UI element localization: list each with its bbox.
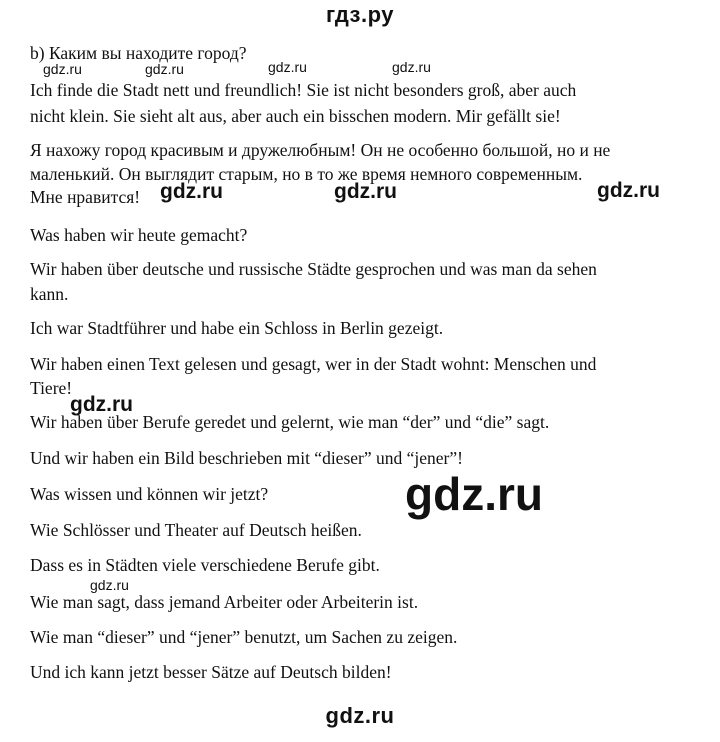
paragraph-line: Wir haben über deutsche und russische Städte gesprochen und was man da sehen — [30, 259, 597, 279]
watermark-small: gdz.ru — [90, 577, 129, 593]
paragraph-line: Ich war Stadtführer und habe ein Schloss in Berlin gezeigt. — [30, 318, 444, 338]
subheading: Was haben wir heute gemacht? — [30, 225, 248, 245]
paragraph-line: Wir haben über Berufe geredet und gelernt, wie man “der” und “die” sagt. — [30, 412, 550, 432]
translation-line: Я нахожу город красивым и дружелюбным! Он не особенно большой, но и не — [30, 140, 611, 160]
subheading: Was wissen und können wir jetzt? — [30, 484, 269, 504]
paragraph-line: Und wir haben ein Bild beschrieben mit “dieser” und “jener”! — [30, 448, 463, 468]
watermark-medium: gdz.ru — [597, 179, 660, 202]
paragraph-line: kann. — [30, 284, 69, 304]
paragraph-line: Und ich kann jetzt besser Sätze auf Deutsch bilden! — [30, 662, 392, 682]
translation-line: Мне нравится! — [30, 187, 141, 207]
section-heading: b) Каким вы находите город? — [30, 43, 247, 63]
footer-watermark: gdz.ru — [325, 703, 395, 728]
paragraph-line: Wie Schlösser und Theater auf Deutsch heißen. — [30, 520, 362, 540]
paragraph-line: Wie man sagt, dass jemand Arbeiter oder Arbeiterin ist. — [30, 592, 419, 612]
watermark-small: gdz.ru — [145, 61, 184, 77]
paragraph-line: Dass es in Städten viele verschiedene Berufe gibt. — [30, 555, 380, 575]
paragraph-line: Wir haben einen Text gelesen und gesagt, wer in der Stadt wohnt: Menschen und — [30, 354, 597, 374]
site-header: гдз.ру — [326, 2, 394, 27]
paragraph-line: nicht klein. Sie sieht alt aus, aber auch ein bisschen modern. Mir gefällt sie! — [30, 106, 561, 126]
translation-line: маленький. Он выглядит старым, но в то же время немного современным. — [30, 164, 583, 184]
watermark-small: gdz.ru — [392, 59, 431, 75]
watermark-small: gdz.ru — [268, 59, 307, 75]
watermark-medium: gdz.ru — [334, 180, 397, 203]
paragraph-line: Tiere! — [30, 378, 73, 398]
watermark-small: gdz.ru — [43, 61, 82, 77]
watermark-large: gdz.ru — [405, 468, 543, 520]
paragraph-line: Wie man “dieser” und “jener” benutzt, um Sachen zu zeigen. — [30, 627, 458, 647]
watermark-medium: gdz.ru — [70, 393, 133, 416]
paragraph-line: Ich finde die Stadt nett und freundlich! Sie ist nicht besonders groß, aber auch — [30, 80, 577, 100]
watermark-medium: gdz.ru — [160, 180, 223, 203]
